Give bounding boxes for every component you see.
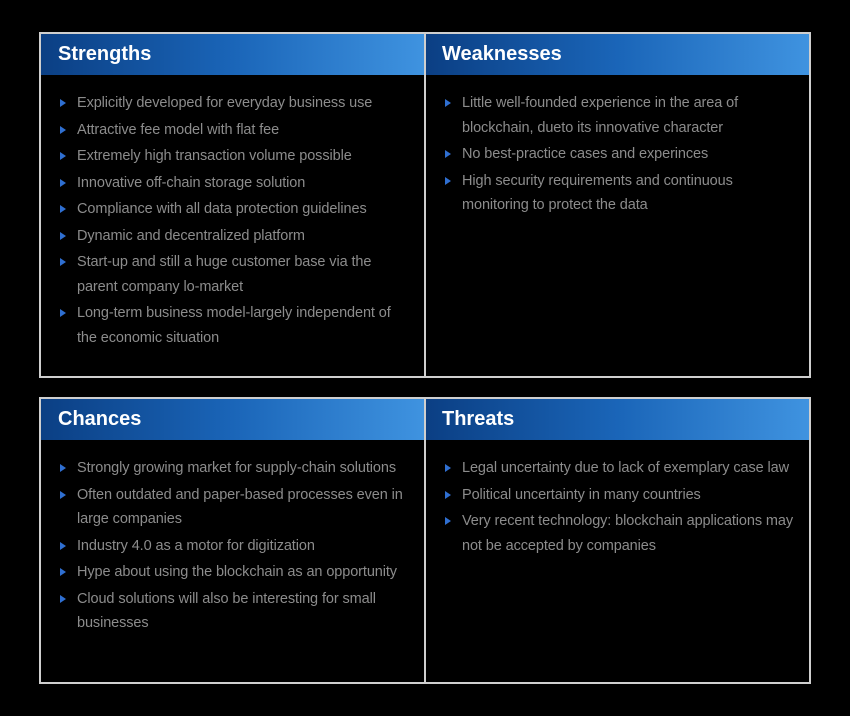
list-item [59,250,410,299]
threats-list [426,440,809,558]
list-item [444,483,795,508]
list-item-text: Innovative off-chain storage solution [77,174,306,191]
weaknesses-title: Weaknesses [426,34,809,75]
list-item-text: Industry 4.0 as a motor for digitization [77,537,315,554]
list-item-text: No best-practice cases and experinces [462,146,709,162]
list-item [59,197,410,222]
list-item-text: Extremely high transaction volume possible [77,148,352,164]
triangle-bullet-icon [445,150,451,158]
list-item-text: Legal uncertainty due to lack of exemplary case law [462,460,789,476]
chances-quadrant [39,397,426,684]
list-item-text: Very recent technology: blockchain applications may not be accepted by companies [462,513,794,554]
threats-quadrant [424,397,811,684]
list-item-text: Explicitly developed for everyday business use [77,95,373,111]
list-item [59,587,410,636]
triangle-bullet-icon [60,126,66,134]
triangle-bullet-icon [445,177,451,185]
list-item-text: Compliance with all data protection guidelines [77,201,367,217]
list-item [59,118,410,143]
list-item [59,483,410,532]
triangle-bullet-icon [60,205,66,213]
triangle-bullet-icon [445,464,451,472]
chances-list [41,440,424,636]
strengths-title: Strengths [41,34,424,75]
list-item [444,91,795,140]
triangle-bullet-icon [60,258,66,266]
strengths-list [41,75,424,350]
list-item-text: Often outdated and paper-based processes even in large companies [77,486,403,527]
list-item [59,144,410,169]
triangle-bullet-icon [445,491,451,499]
weaknesses-list [426,75,809,218]
list-item [59,534,410,559]
list-item-text: Hype about using the blockchain as an opportunity [77,564,397,580]
triangle-bullet-icon [445,99,451,107]
strengths-quadrant [39,32,426,378]
triangle-bullet-icon [60,568,66,576]
list-item [59,91,410,116]
list-item [59,224,410,249]
threats-title: Threats [426,399,809,440]
triangle-bullet-icon [60,152,66,160]
list-item-text: Cloud solutions will also be interesting for small businesses [77,590,376,631]
list-item [444,456,795,481]
list-item [59,301,410,350]
triangle-bullet-icon [60,232,66,240]
triangle-bullet-icon [60,179,66,187]
list-item-text: Long-term business model-largely independent of the economic situation [77,305,391,346]
triangle-bullet-icon [60,542,66,550]
list-item [444,509,795,558]
list-item-text: Attractive fee model with flat fee [77,121,280,138]
triangle-bullet-icon [60,309,66,317]
list-item [59,456,410,481]
list-item [59,560,410,585]
triangle-bullet-icon [60,491,66,499]
list-item-text: Strongly growing market for supply-chain solutions [77,460,396,476]
triangle-bullet-icon [60,99,66,107]
list-item [444,169,795,218]
triangle-bullet-icon [60,595,66,603]
list-item-text: Dynamic and decentralized platform [77,227,305,244]
triangle-bullet-icon [445,517,451,525]
list-item-text: High security requirements and continuous monitoring to protect the data [462,172,733,213]
list-item [59,171,410,196]
list-item [444,142,795,167]
list-item-text: Little well-founded experience in the area of blockchain, dueto its innovative character [462,95,739,136]
list-item-text: Start-up and still a huge customer base via the parent company lo-market [77,254,372,295]
list-item-text: Political uncertainty in many countries [462,486,701,503]
weaknesses-quadrant [424,32,811,378]
chances-title: Chances [41,399,424,440]
triangle-bullet-icon [60,464,66,472]
